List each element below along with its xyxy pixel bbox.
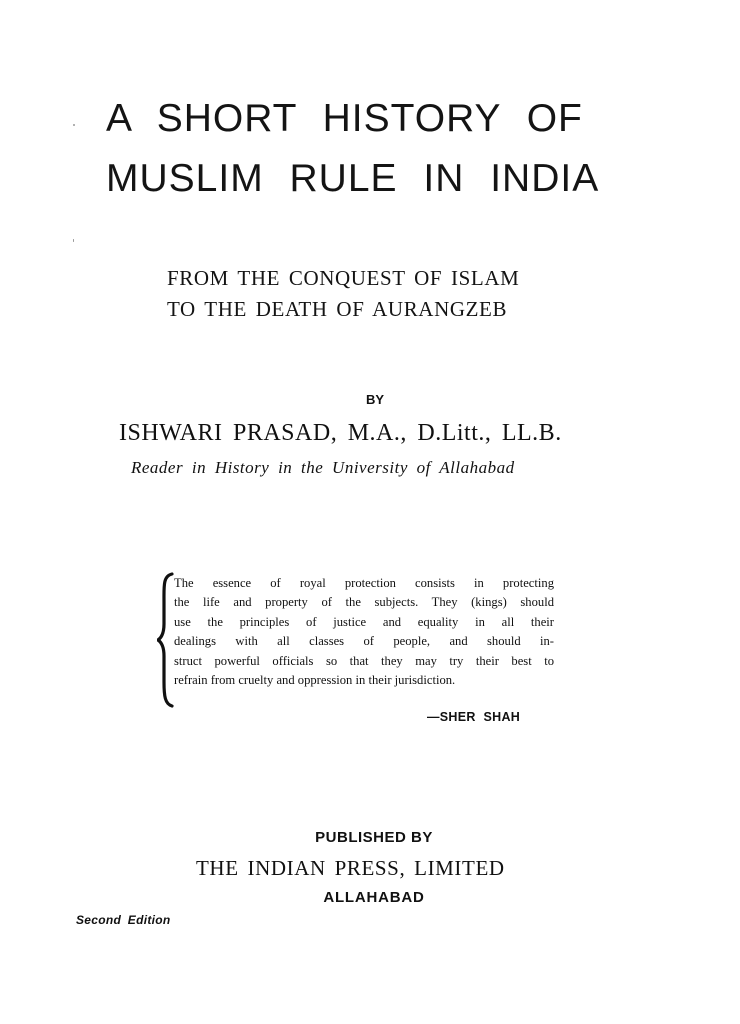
edition-label: Second Edition — [76, 913, 171, 927]
subtitle-line-2: TO THE DEATH OF AURANGZEB — [167, 297, 508, 321]
author-affiliation: Reader in History in the University of Allahabad — [131, 458, 515, 477]
by-label: BY — [365, 392, 385, 407]
book-title-line-2: MUSLIM RULE IN INDIA — [106, 157, 600, 200]
published-by-label: PUBLISHED BY — [315, 829, 433, 846]
scan-speck — [73, 124, 75, 126]
epigraph — [157, 572, 567, 722]
epigraph-line: The essence of royal protection consists in protecting — [174, 576, 554, 590]
epigraph-line: dealings with all classes of people, and should in- — [174, 634, 554, 649]
publisher-name: THE INDIAN PRESS, LIMITED — [196, 856, 505, 880]
scan-speck — [73, 239, 74, 242]
author-name: ISHWARI PRASAD, M.A., D.Litt., LL.B. — [119, 420, 562, 446]
epigraph-text — [174, 574, 554, 690]
subtitle-line-1: FROM THE CONQUEST OF ISLAM — [167, 266, 520, 290]
publisher-city: ALLAHABAD — [323, 889, 425, 906]
epigraph-attribution: —SHER SHAH — [427, 710, 521, 724]
epigraph-line: refrain from cruelty and oppression in their jurisdiction. — [174, 673, 456, 688]
epigraph-line: struct powerful officials so that they may try their best to — [174, 653, 554, 668]
epigraph-line: use the principles of justice and equality in all their — [174, 614, 554, 629]
book-title-line-1: A SHORT HISTORY OF — [106, 97, 583, 140]
epigraph-line: the life and property of the subjects. They (kings) should — [174, 595, 554, 610]
